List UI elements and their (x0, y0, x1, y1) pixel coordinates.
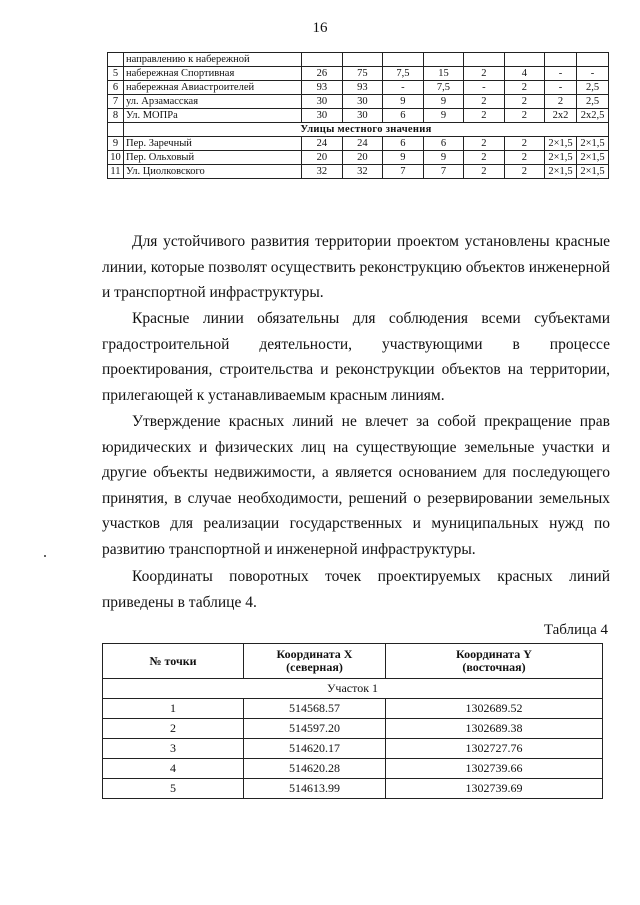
table-row: 1 514568.57 1302689.52 (103, 699, 603, 719)
street-name: Пер. Ольховый (123, 151, 301, 165)
table-row: 6 набережная Авиастроителей 93 93 - 7,5 - 2 - 2,5 (108, 81, 609, 95)
paragraph-coordinates-intro: Координаты поворотных точек проектируемых красных линий приведены в таблице 4. (102, 568, 610, 611)
paragraph-red-lines-obligation: Красные линии обязательны для соблюдения всеми субъектами градостроительной деятельности, участвующими в процессе проектирования, строительства и реконструкции объектов на территории, прилегающей к устанавливаемым красным линиям. (102, 310, 610, 404)
table-row: 3 514620.17 1302727.76 (103, 739, 603, 759)
table-row: 8 Ул. МОПРа 30 30 6 9 2 2 2x2 2x2,5 (108, 109, 609, 123)
paragraph-red-lines-approval: Утверждение красных линий не влечет за собой прекращение прав юридических и физических лиц на существующие земельные участки и другие объекты недвижимости, а является основанием для последующего принятия, в случае необходимости, решений о резервировании земельных участков для реализации государственных и муниципальных нужд по развитию транспортной и инженерной инфраструктуры. (102, 413, 610, 558)
page-number: 16 (312, 20, 328, 36)
header-point: № точки (103, 644, 244, 679)
street-name: ул. Арзамасская (123, 95, 301, 109)
street-name: набережная Авиастроителей (123, 81, 301, 95)
header-y: Координата Y (восточная) (386, 644, 603, 679)
table-row: 2 514597.20 1302689.38 (103, 719, 603, 739)
paragraph-red-lines-purpose: Для устойчивого развития территории проектом установлены красные линии, которые позволят осуществить реконструкцию объектов инженерной и транспортной инфраструктуры. (102, 233, 610, 301)
table-row: 7 ул. Арзамасская 30 30 9 9 2 2 2 2,5 (108, 95, 609, 109)
streets-table (107, 52, 609, 179)
table-caption: Таблица 4 (543, 622, 608, 638)
street-name: набережная Спортивная (123, 67, 301, 81)
street-name: Ул. Циолковского (123, 165, 301, 179)
table-row: 10 Пер. Ольховый 20 20 9 9 2 2 2×1,5 2×1,5 (108, 151, 609, 165)
street-name: Ул. МОПРа (123, 109, 301, 123)
table-row: 11 Ул. Циолковского 32 32 7 7 2 2 2×1,5 2×1,5 (108, 165, 609, 179)
table-section-row (108, 123, 609, 137)
table-section-row (103, 679, 603, 699)
table-row: 9 Пер. Заречный 24 24 6 6 2 2 2×1,5 2×1,5 (108, 137, 609, 151)
street-name: Пер. Заречный (123, 137, 301, 151)
table-row: 5 набережная Спортивная 26 75 7,5 15 2 4 - - (108, 67, 609, 81)
table-row: 4 514620.28 1302739.66 (103, 759, 603, 779)
scan-dot (44, 555, 46, 557)
table-row (108, 53, 609, 67)
coordinates-table (102, 643, 603, 799)
section-title: Участок 1 (103, 679, 603, 699)
street-name: направлению к набережной (123, 53, 301, 67)
header-x: Координата X (северная) (244, 644, 386, 679)
section-title: Улицы местного значения (123, 123, 608, 137)
table-row: 5 514613.99 1302739.69 (103, 779, 603, 799)
table-header-row (103, 644, 603, 679)
